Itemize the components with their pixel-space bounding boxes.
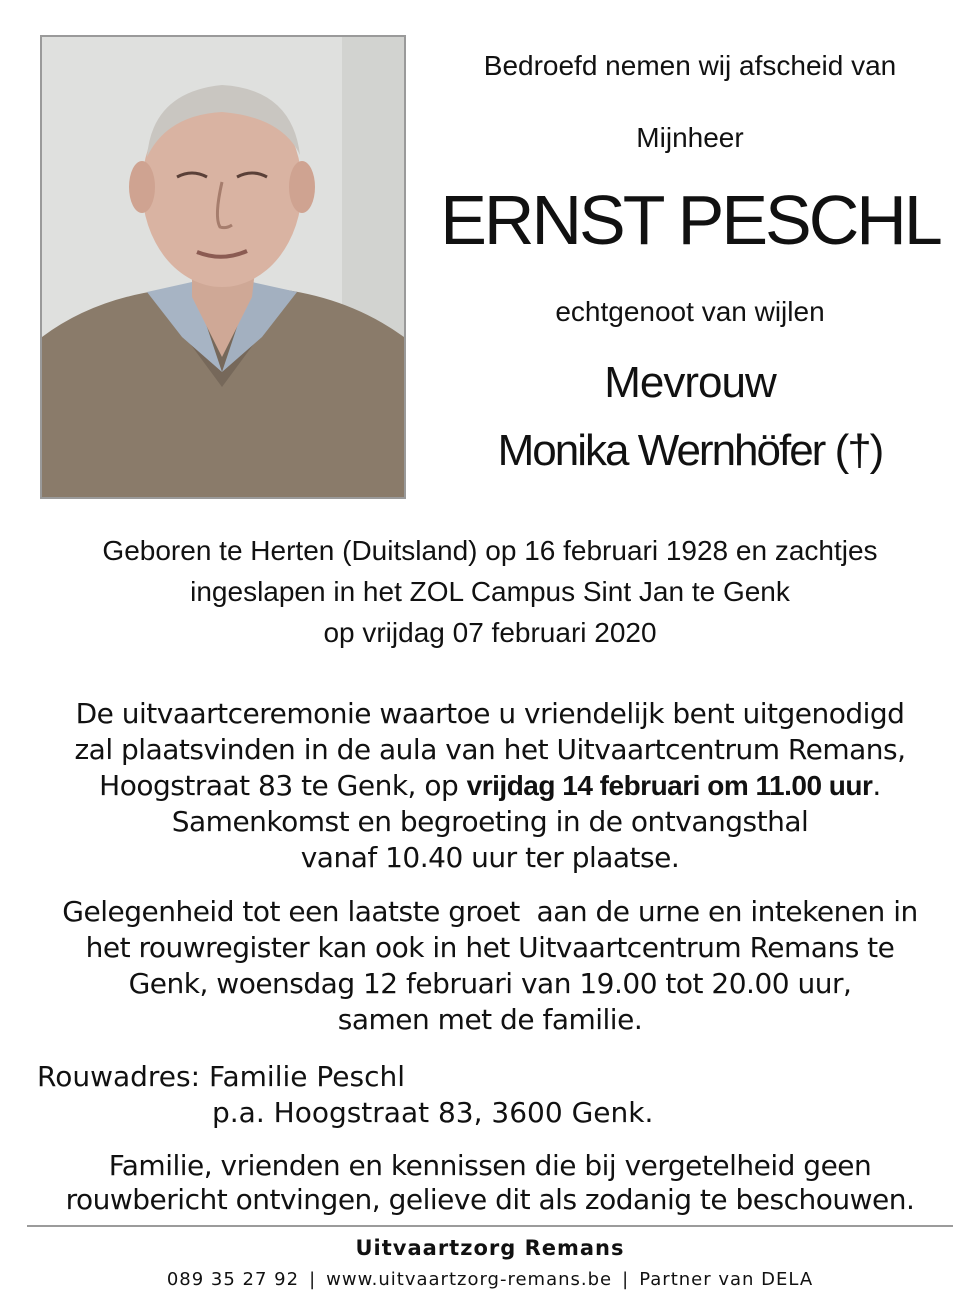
- notice-line-1: Familie, vrienden en kennissen die bij vergetelheid geen: [108, 1149, 872, 1182]
- footer-website[interactable]: www.uitvaartzorg-remans.be: [326, 1269, 613, 1290]
- footer-separator: |: [622, 1269, 630, 1290]
- notice-line-2: rouwbericht ontvingen, gelieve dit als zodanig te beschouwen.: [65, 1183, 915, 1216]
- ceremony-period: .: [872, 769, 881, 802]
- relation-text: echtgenoot van wijlen: [555, 296, 825, 327]
- footer-company: Uitvaartzorg Remans: [355, 1236, 625, 1260]
- ceremony-line-5: vanaf 10.40 uur ter plaatse.: [300, 841, 680, 874]
- ceremony-line-2: zal plaatsvinden in de aula van het Uitvaartcentrum Remans,: [74, 733, 906, 766]
- footer-divider: [27, 1225, 953, 1227]
- portrait-illustration: [42, 37, 404, 497]
- greeting-line-2: het rouwregister kan ook in het Uitvaartcentrum Remans te: [85, 931, 895, 964]
- portrait-photo: [40, 35, 406, 499]
- footer-phone: 089 35 27 92: [166, 1269, 300, 1290]
- ceremony-details: [0, 696, 980, 876]
- greeting-details: [0, 894, 980, 1038]
- greeting-line-3: Genk, woensdag 12 februari van 19.00 tot 20.00 uur,: [128, 967, 852, 1000]
- birth-line-1: Geboren te Herten (Duitsland) op 16 februari 1928 en zachtjes: [102, 535, 878, 566]
- intro-text: Bedroefd nemen wij afscheid van: [483, 50, 897, 81]
- birth-line-2: ingeslapen in het ZOL Campus Sint Jan te Genk: [190, 576, 790, 607]
- ceremony-line-4: Samenkomst en begroeting in de ontvangsthal: [171, 805, 809, 838]
- ceremony-line-3: [0, 768, 980, 804]
- footer-separator: |: [309, 1269, 317, 1290]
- birth-line-3: op vrijdag 07 februari 2020: [323, 617, 657, 648]
- deceased-title: Mijnheer: [636, 122, 744, 153]
- deceased-name: ERNST PESCHL: [440, 181, 940, 259]
- footer-partner: Partner van DELA: [639, 1269, 814, 1290]
- greeting-line-4: samen met de familie.: [337, 1003, 643, 1036]
- ceremony-address: Hoogstraat 83 te Genk, op: [99, 769, 467, 802]
- mourning-address-label: Rouwadres: Familie Peschl: [37, 1060, 406, 1093]
- ceremony-line-1: De uitvaartceremonie waartoe u vriendelijk bent uitgenodigd: [75, 697, 905, 730]
- footer-contact: [0, 1269, 980, 1290]
- mourning-address: p.a. Hoogstraat 83, 3600 Genk.: [212, 1096, 654, 1129]
- birth-details: [0, 530, 980, 653]
- notice-text: [0, 1149, 980, 1217]
- greeting-line-1: Gelegenheid tot een laatste groet aan de urne en intekenen in: [62, 895, 918, 928]
- spouse-title: Mevrouw: [604, 358, 776, 407]
- ceremony-datetime: vrijdag 14 februari om 11.00 uur: [466, 770, 873, 801]
- spouse-name: Monika Wernhöfer (†): [497, 426, 883, 475]
